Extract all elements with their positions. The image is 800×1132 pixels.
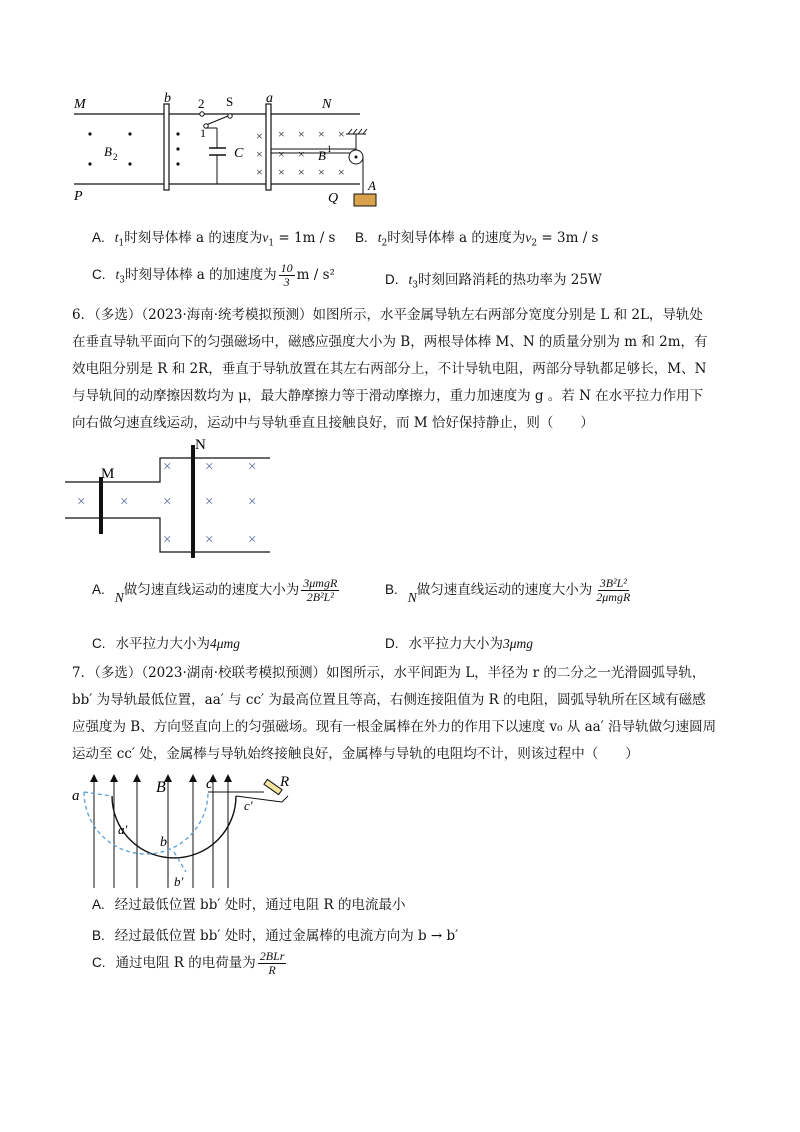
q7-stem bbox=[72, 662, 716, 765]
label-P: P bbox=[74, 189, 83, 204]
figure-circuit-q5 bbox=[60, 90, 400, 215]
q7-line-1: 7．（多选）（2023·湖南·校联考模拟预测）如图所示，水平间距为 L，半径为 r 的二分之一光滑圆弧导轨， bbox=[72, 665, 706, 681]
svg-text:×: × bbox=[163, 494, 172, 510]
q6-line-4: 与导轨间的动摩擦因数均为 μ，最大静摩擦力等于滑动摩擦力，重力加速度为 g 。若 N 在水平拉力作用下 bbox=[72, 388, 704, 404]
q7-option-c[interactable]: C. 通过电阻 R 的电荷量为 $\frac{\text{2BLr}}{R}$ bbox=[92, 949, 285, 977]
label-2: 2 bbox=[198, 96, 205, 111]
label-B-q7: B bbox=[156, 779, 166, 796]
label-B2: B bbox=[104, 144, 112, 159]
q5-option-b[interactable]: B. $t_2$时刻导体棒 a 的速度为$v_2 = 3m / s$ bbox=[355, 230, 599, 249]
q6-line-5: 向右做匀速直线运动，运动中与导轨垂直且接触良好，而 M 恰好保持静止，则（ ） bbox=[72, 415, 594, 431]
label-B2-sub: 2 bbox=[113, 152, 118, 162]
label-B1-sub: 1 bbox=[327, 144, 332, 154]
q5-option-c[interactable]: C. $t_3$时刻导体棒 a 的加速度为 $\frac{10}{3}$ m / s² bbox=[92, 261, 335, 289]
label-M: M bbox=[74, 97, 86, 112]
q6-stem bbox=[72, 304, 708, 434]
q7-line-4: 运动至 cc′ 处，金属棒与导轨始终接触良好，金属棒与导轨的电阻均不计，则该过程中（ ） bbox=[72, 746, 639, 762]
svg-text:×: × bbox=[318, 127, 325, 141]
label-b: b bbox=[164, 91, 171, 106]
label-N: N bbox=[322, 97, 332, 112]
q6-option-a[interactable]: A.N做匀速直线运动的速度大小为 $\frac{\text{3μmgR}}{\text{2B²L²}}$ bbox=[92, 576, 338, 605]
label-R-q7: R bbox=[280, 774, 290, 790]
svg-text:×: × bbox=[77, 494, 86, 510]
label-1: 1 bbox=[200, 126, 206, 140]
label-a: a bbox=[266, 91, 273, 106]
q7-option-a[interactable]: A. 经过最低位置 bb′ 处时，通过电阻 R 的电流最小 bbox=[92, 897, 406, 913]
svg-text:×: × bbox=[205, 494, 214, 510]
label-B1: B bbox=[318, 148, 326, 163]
label-c-prime: c′ bbox=[244, 798, 253, 813]
q7-line-3: 应强度为 B、方向竖直向上的匀强磁场。现有一根金属棒在外力的作用下以速度 v₀ 从 aa′ 沿导轨做匀速圆周 bbox=[72, 719, 717, 735]
svg-text:×: × bbox=[248, 532, 257, 548]
svg-text:×: × bbox=[298, 165, 305, 179]
label-a-q7: a bbox=[72, 788, 80, 804]
svg-text:×: × bbox=[298, 147, 305, 161]
svg-text:×: × bbox=[278, 127, 285, 141]
q6-option-d[interactable]: D. 水平拉力大小为3μmg bbox=[385, 636, 534, 652]
svg-text:×: × bbox=[256, 147, 263, 161]
svg-text:×: × bbox=[338, 127, 345, 141]
figure-arc-q7 bbox=[68, 770, 298, 890]
svg-text:×: × bbox=[248, 494, 257, 510]
q6-option-c[interactable]: C. 水平拉力大小为4μmg bbox=[92, 636, 241, 652]
svg-text:×: × bbox=[298, 127, 305, 141]
svg-text:×: × bbox=[278, 165, 285, 179]
q5-option-d[interactable]: D. $t_3$时刻回路消耗的热功率为 25W bbox=[385, 272, 602, 291]
label-b-prime: b′ bbox=[174, 874, 184, 889]
label-S: S bbox=[226, 94, 234, 109]
label-c-q7: c bbox=[206, 776, 213, 792]
svg-text:×: × bbox=[338, 165, 345, 179]
label-a-prime: a′ bbox=[118, 822, 128, 837]
q7-option-b[interactable]: B. 经过最低位置 bb′ 处时，通过金属棒的电流方向为 b → b′ bbox=[92, 928, 459, 944]
label-M-q6: M bbox=[101, 466, 115, 482]
svg-text:×: × bbox=[318, 165, 325, 179]
svg-text:×: × bbox=[278, 147, 285, 161]
label-N-q6: N bbox=[195, 437, 206, 453]
q6-line-2: 在垂直导轨平面向下的匀强磁场中，磁感应强度大小为 B，两根导体棒 M、N 的质量分别为 m 和 2m，有 bbox=[72, 334, 708, 350]
label-b-q7: b bbox=[160, 835, 167, 850]
label-Q: Q bbox=[328, 191, 339, 206]
label-C: C bbox=[234, 146, 244, 161]
svg-text:×: × bbox=[163, 459, 172, 475]
svg-text:×: × bbox=[248, 459, 257, 475]
svg-text:×: × bbox=[205, 459, 214, 475]
svg-text:×: × bbox=[256, 165, 263, 179]
svg-text:×: × bbox=[120, 494, 129, 510]
label-A: A bbox=[368, 178, 376, 193]
svg-text:×: × bbox=[256, 129, 263, 143]
q6-option-b[interactable]: B.N做匀速直线运动的速度大小为 $\frac{\text{3B²L²}}{\text{2μmgR}}$ bbox=[385, 576, 631, 605]
q6-line-1: 6．（多选）（2023·海南·统考模拟预测）如图所示，水平金属导轨左右两部分宽度分别是 L 和 2L，导轨处 bbox=[72, 307, 703, 323]
q7-line-2: bb′ 为导轨最低位置，aa′ 与 cc′ 为最高位置且等高，右侧连接阻值为 R 的电阻，圆弧导轨所在区域有磁感 bbox=[72, 692, 706, 708]
svg-text:×: × bbox=[205, 532, 214, 548]
q5-option-a[interactable]: A. $t_1$时刻导体棒 a 的速度为$v_1 = 1m / s$ bbox=[92, 230, 336, 249]
svg-text:×: × bbox=[163, 532, 172, 548]
figure-rails-q6 bbox=[65, 435, 280, 560]
q6-line-3: 效电阻分别是 R 和 2R，垂直于导轨放置在其左右两部分上，不计导轨电阻，两部分导轨都足够长，M、N bbox=[72, 361, 707, 377]
